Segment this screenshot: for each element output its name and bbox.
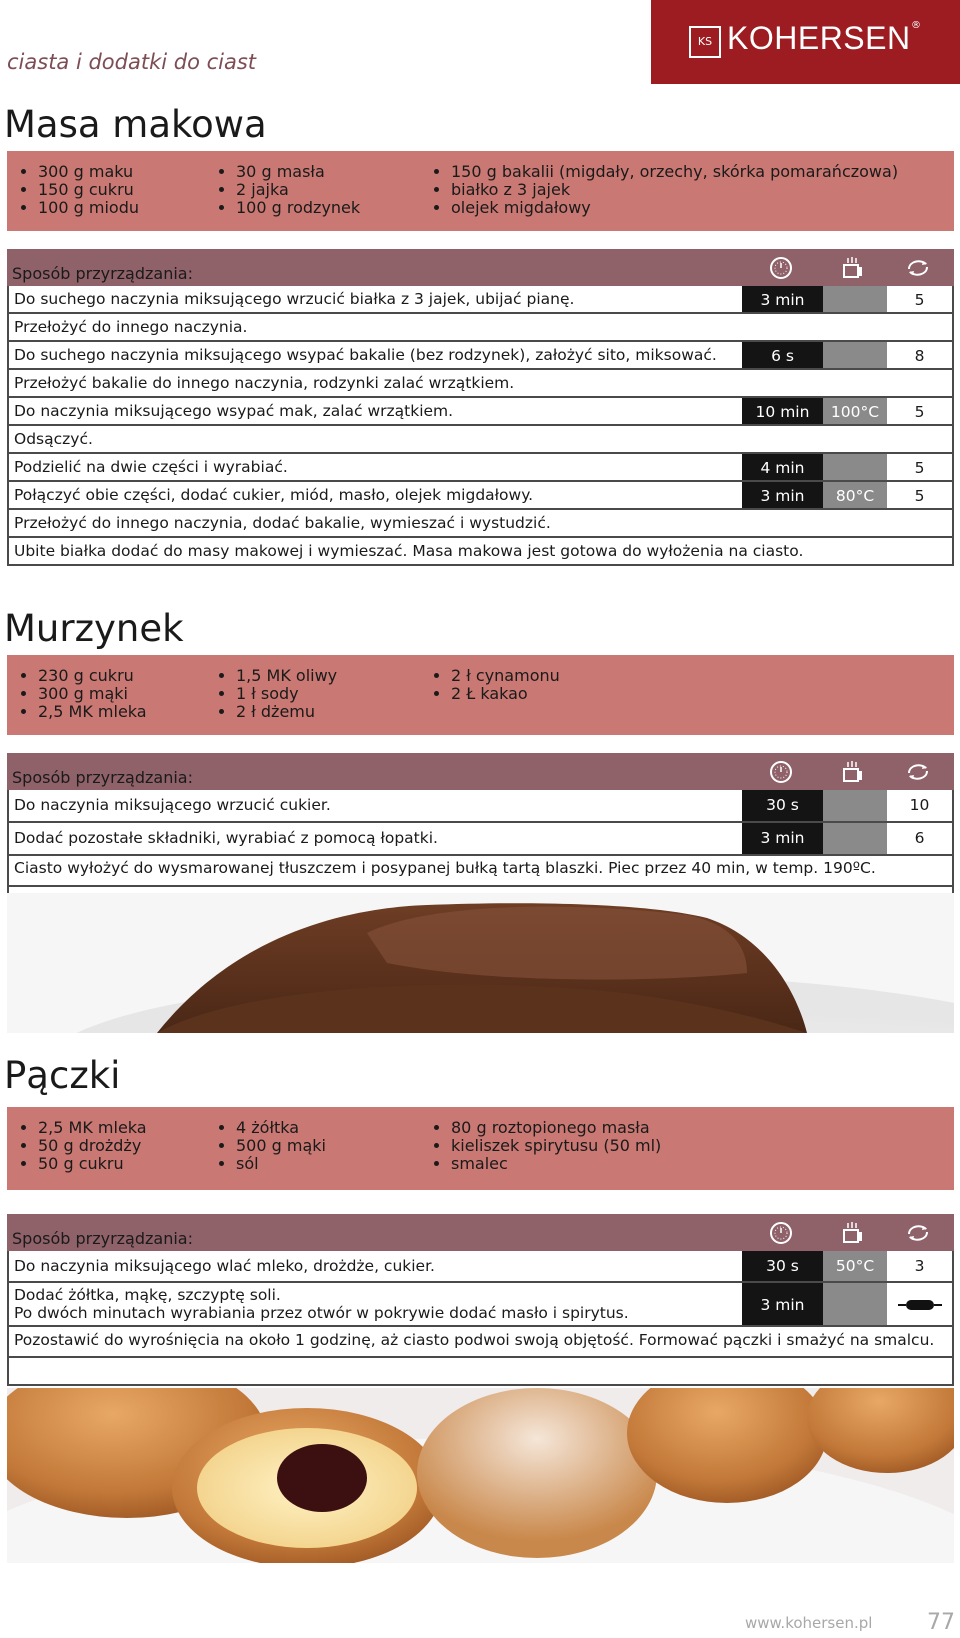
ingredient-column: [14, 163, 139, 217]
ingredient-item: • 50 g cukru: [38, 1155, 147, 1173]
ingredients-murzynek: [7, 655, 954, 735]
step-text-line: Po dwóch minutach wyrabiania przez otwór w pokrywie dodać masło i spirytus.: [14, 1304, 629, 1322]
ingredient-item: • 2 Ł kakao: [451, 685, 560, 703]
method-header: [7, 1214, 954, 1251]
step-text: Odsączyć.: [14, 430, 93, 448]
ingredient-item: • 300 g mąki: [38, 685, 147, 703]
step-temp: 80°C: [823, 482, 887, 508]
method-label: Sposób przyrządzania:: [12, 768, 193, 787]
step-row: [7, 790, 954, 823]
rolling-pin-icon: [898, 1299, 942, 1311]
method-label: Sposób przyrządzania:: [12, 1229, 193, 1248]
step-text: Dodać pozostałe składniki, wyrabiać z pomocą łopatki.: [14, 829, 438, 847]
ingredient-item: • 2 ł cynamonu: [451, 667, 560, 685]
clock-icon: [768, 759, 794, 785]
step-text: Przełożyć do innego naczynia.: [14, 318, 248, 336]
method-header: [7, 249, 954, 286]
ingredient-item: • 1 ł sody: [236, 685, 337, 703]
step-time: 4 min: [742, 454, 823, 480]
step-temp: [823, 823, 887, 854]
brand-registered: ®: [911, 20, 921, 31]
step-row: [7, 1283, 954, 1327]
ingredient-column: [427, 163, 898, 217]
ingredient-column: [427, 1119, 661, 1173]
category-title: ciasta i dodatki do ciast: [7, 50, 257, 74]
step-temp: [823, 454, 887, 480]
step-temp: [823, 286, 887, 312]
step-row: [7, 398, 954, 426]
step-text: Przełożyć do innego naczynia, dodać bakalie, wymieszać i wystudzić.: [14, 514, 551, 532]
method-table-masa-makowa: [7, 249, 954, 566]
method-table-murzynek: [7, 753, 954, 915]
ingredient-item: • białko z 3 jajek: [451, 181, 898, 199]
step-temp: 50°C: [823, 1251, 887, 1281]
recipe-title-masa-makowa: Masa makowa: [4, 103, 267, 146]
speed-arrows-icon: [905, 759, 931, 785]
paczki-photo: [7, 1388, 954, 1563]
step-row: [7, 856, 954, 887]
step-text: [14, 1286, 629, 1322]
step-temp: [823, 1283, 887, 1325]
step-row: [7, 538, 954, 566]
step-speed: 10: [887, 790, 952, 821]
ingredient-item: • smalec: [451, 1155, 661, 1173]
page-number: 77: [927, 1610, 955, 1635]
step-row: [7, 1327, 954, 1358]
step-text: Do naczynia miksującego wlać mleko, drożdże, cukier.: [14, 1257, 435, 1275]
ingredient-column: [14, 667, 147, 721]
step-row: [7, 370, 954, 398]
clock-icon: [768, 1220, 794, 1246]
step-speed: 5: [887, 482, 952, 508]
ingredient-item: • 150 g cukru: [38, 181, 139, 199]
step-time: 3 min: [742, 1283, 823, 1325]
murzynek-cake-image: [7, 893, 954, 1033]
ingredient-item: • 1,5 MK oliwy: [236, 667, 337, 685]
ingredients-masa-makowa: [7, 151, 954, 231]
ingredient-column: [212, 1119, 326, 1173]
ingredient-item: • olejek migdałowy: [451, 199, 898, 217]
step-temp: [823, 342, 887, 368]
ingredient-item: • 500 g mąki: [236, 1137, 326, 1155]
ingredients-paczki: [7, 1107, 954, 1190]
paczki-donuts-image: [7, 1388, 954, 1563]
method-header: [7, 753, 954, 790]
step-row-empty: [7, 1358, 954, 1386]
footer-url[interactable]: www.kohersen.pl: [745, 1614, 873, 1632]
step-speed: 5: [887, 454, 952, 480]
ingredient-column: [427, 667, 560, 703]
step-row: [7, 314, 954, 342]
speed-arrows-icon: [905, 255, 931, 281]
step-text: Do suchego naczynia miksującego wrzucić białka z 3 jajek, ubijać pianę.: [14, 290, 575, 308]
ingredient-item: • sól: [236, 1155, 326, 1173]
step-time: 10 min: [742, 398, 823, 424]
ingredient-column: [212, 163, 360, 217]
step-text: Połączyć obie części, dodać cukier, miód, masło, olejek migdałowy.: [14, 486, 534, 504]
thermometer-pot-icon: [839, 1220, 865, 1246]
method-table-paczki: [7, 1214, 954, 1386]
ingredient-item: • 4 żółtka: [236, 1119, 326, 1137]
ingredient-item: • kieliszek spirytusu (50 ml): [451, 1137, 661, 1155]
step-text: Podzielić na dwie części i wyrabiać.: [14, 458, 288, 476]
step-row: [7, 482, 954, 510]
step-speed: 6: [887, 823, 952, 854]
ingredient-item: • 2 ł dżemu: [236, 703, 337, 721]
ingredient-item: • 300 g maku: [38, 163, 139, 181]
ingredient-item: • 80 g roztopionego masła: [451, 1119, 661, 1137]
step-text: Do suchego naczynia miksującego wsypać bakalie (bez rodzynek), założyć sito, miksować.: [14, 346, 717, 364]
step-row: [7, 823, 954, 856]
ingredient-item: • 50 g drożdży: [38, 1137, 147, 1155]
step-text: Przełożyć bakalie do innego naczynia, rodzynki zalać wrzątkiem.: [14, 374, 515, 392]
step-row: [7, 342, 954, 370]
step-text: Ubite białka dodać do masy makowej i wymieszać. Masa makowa jest gotowa do wyłożenia na ciasto.: [14, 542, 804, 560]
step-time: 3 min: [742, 823, 823, 854]
step-time: 6 s: [742, 342, 823, 368]
step-row: [7, 1251, 954, 1283]
brand-mark-icon: KS: [689, 26, 721, 58]
step-speed: 5: [887, 286, 952, 312]
ingredient-item: • 230 g cukru: [38, 667, 147, 685]
step-time: 3 min: [742, 286, 823, 312]
step-temp: [823, 790, 887, 821]
step-row: [7, 454, 954, 482]
brand-logo[interactable]: [651, 0, 960, 84]
ingredient-item: • 100 g miodu: [38, 199, 139, 217]
step-text: Do naczynia miksującego wrzucić cukier.: [14, 796, 331, 814]
ingredient-column: [14, 1119, 147, 1173]
ingredient-column: [212, 667, 337, 721]
murzynek-photo: [7, 893, 954, 1033]
thermometer-pot-icon: [839, 759, 865, 785]
ingredient-item: • 30 g masła: [236, 163, 360, 181]
step-row: [7, 426, 954, 454]
step-speed: 5: [887, 398, 952, 424]
recipe-title-paczki: Pączki: [4, 1054, 121, 1097]
step-time: 30 s: [742, 1251, 823, 1281]
clock-icon: [768, 255, 794, 281]
step-row: [7, 510, 954, 538]
step-speed: 3: [887, 1251, 952, 1281]
speed-arrows-icon: [905, 1220, 931, 1246]
step-speed: 8: [887, 342, 952, 368]
step-text: Pozostawić do wyrośnięcia na około 1 godzinę, aż ciasto podwoi swoją objętość. Formować pączki i smażyć na smalcu.: [14, 1331, 935, 1349]
thermometer-pot-icon: [839, 255, 865, 281]
ingredient-item: • 2,5 MK mleka: [38, 703, 147, 721]
ingredient-item: • 100 g rodzynek: [236, 199, 360, 217]
ingredient-item: • 150 g bakalii (migdały, orzechy, skórka pomarańczowa): [451, 163, 898, 181]
step-row: [7, 286, 954, 314]
step-time: 3 min: [742, 482, 823, 508]
brand-name: KOHERSEN: [727, 20, 911, 56]
step-text-line: Dodać żółtka, mąkę, szczyptę soli.: [14, 1286, 281, 1304]
ingredient-item: • 2,5 MK mleka: [38, 1119, 147, 1137]
ingredient-item: • 2 jajka: [236, 181, 360, 199]
step-time: 30 s: [742, 790, 823, 821]
step-text: Do naczynia miksującego wsypać mak, zalać wrzątkiem.: [14, 402, 454, 420]
step-temp: 100°C: [823, 398, 887, 424]
recipe-title-murzynek: Murzynek: [4, 607, 184, 650]
step-speed: [887, 1283, 952, 1325]
step-text: Ciasto wyłożyć do wysmarowanej tłuszczem i posypanej bułką tartą blaszki. Piec przez 40 min, w temp. 190ºC.: [14, 859, 876, 877]
method-label: Sposób przyrządzania:: [12, 264, 193, 283]
